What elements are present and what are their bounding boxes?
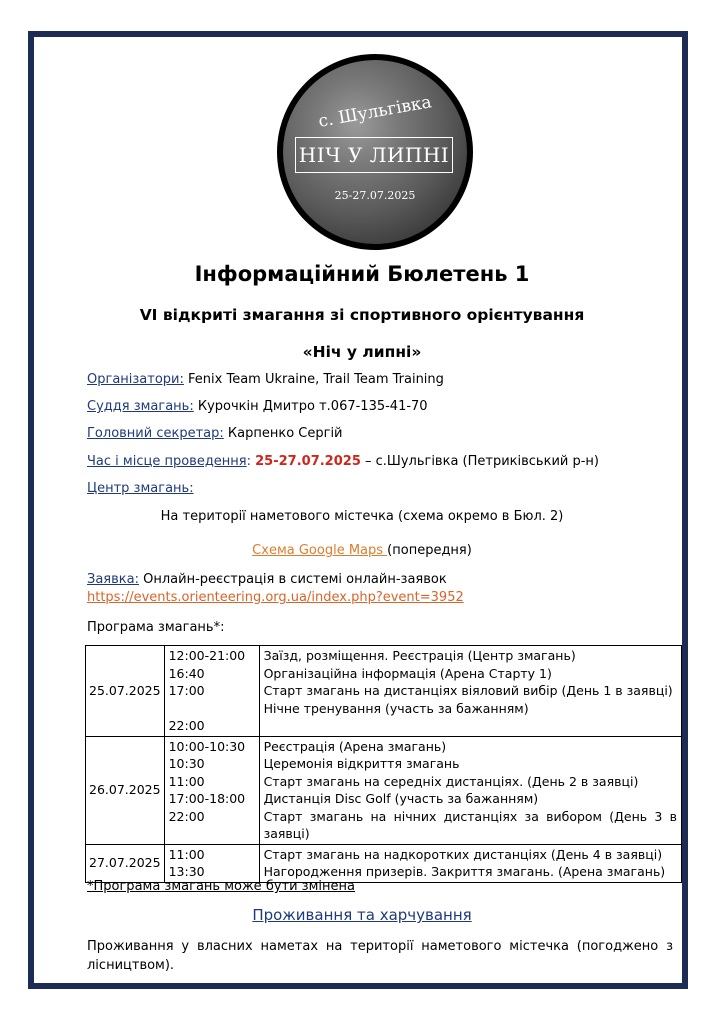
program-time: 17:00 xyxy=(168,683,205,698)
program-time: 10:30 xyxy=(168,756,205,771)
accommodation-text: Проживання у власних наметах на території наметового містечка (погоджено з лісництвом). xyxy=(87,939,673,973)
program-time xyxy=(169,700,255,718)
program-item: Дистанція Disc Golf (участь за бажанням) xyxy=(263,791,539,806)
secretary-label: Головний секретар: xyxy=(87,426,224,441)
event-dates: 25-27.07.2025 xyxy=(255,454,361,469)
program-times xyxy=(164,844,259,882)
judge-label: Суддя змагань: xyxy=(87,399,194,414)
program-item: Організаційна інформація (Арена Старту 1) xyxy=(263,665,552,681)
program-date: 27.07.2025 xyxy=(86,844,165,882)
program-item: Старт змагань на надкоротких дистанціях (День 4 в заявці) xyxy=(263,846,663,862)
google-maps-link[interactable]: Схема Google Maps xyxy=(252,543,388,558)
program-item: Старт змагань на нічних дистанціях за вибором (День 3 в заявці) xyxy=(263,808,677,841)
program-date: 25.07.2025 xyxy=(86,646,165,737)
program-time: 13:30 xyxy=(168,864,205,879)
table-row xyxy=(86,646,682,737)
program-note: *Програма змагань може бути змінена xyxy=(87,879,355,894)
judge-line xyxy=(87,399,428,414)
organizers-line xyxy=(87,372,444,387)
judge-value: Курочкін Дмитро т.067-135-41-70 xyxy=(193,399,428,414)
program-time: 10:00-10:30 xyxy=(168,738,246,754)
application-line xyxy=(87,572,447,587)
time-place-value: – с.Шульгівка (Петриківський р-н) xyxy=(360,454,599,469)
registration-link[interactable]: https://events.orienteering.org.ua/index.php?event=3952 xyxy=(87,590,464,605)
application-url-line xyxy=(87,590,464,605)
logo-village: с. Шульгівка xyxy=(316,92,434,132)
program-item: Нагородження призерів. Закриття змагань. (Арена змагань) xyxy=(263,864,666,879)
program-date: 26.07.2025 xyxy=(86,736,165,844)
logo-dates: 25-27.07.2025 xyxy=(334,189,416,202)
program-item: Нічне тренування (участь за бажанням) xyxy=(263,700,529,716)
program-table xyxy=(85,645,682,883)
application-label: Заявка: xyxy=(87,572,139,587)
subtitle: VI відкриті змагання зі спортивного орієнтування xyxy=(139,306,585,324)
table-row xyxy=(86,736,682,844)
program-items xyxy=(259,844,681,882)
program-item: Церемонія відкриття змагань xyxy=(263,756,460,771)
organizers-value: Fenix Team Ukraine, Trail Team Training xyxy=(183,372,444,387)
program-time: 16:40 xyxy=(168,665,205,681)
program-time: 22:00 xyxy=(168,718,205,733)
program-times xyxy=(164,736,259,844)
program-item: Заїзд, розміщення. Реєстрація (Центр змагань) xyxy=(263,648,576,663)
time-place-label: Час і місце проведення xyxy=(87,454,247,469)
program-item: Старт змагань на середніх дистанціях. (День 2 в заявці) xyxy=(263,773,639,789)
program-times xyxy=(164,646,259,737)
accommodation-heading: Проживання та харчування xyxy=(252,906,472,924)
program-label: Програма змагань*: xyxy=(87,620,225,635)
time-place-line xyxy=(87,454,599,469)
program-items xyxy=(259,736,681,844)
program-time: 17:00-18:00 xyxy=(168,791,246,806)
maps-line xyxy=(0,543,724,558)
program-item: Старт змагань на дистанціях віяловий вибір (День 1 в заявці) xyxy=(263,683,673,698)
logo-name: НІЧ У ЛИПНІ xyxy=(295,137,453,173)
secretary-line xyxy=(87,426,343,441)
program-time: 11:00 xyxy=(168,773,205,789)
center-text: На території наметового містечка (схема окремо в Бюл. 2) xyxy=(160,509,564,524)
maps-note: (попередня) xyxy=(387,543,472,558)
center-line xyxy=(87,481,194,496)
center-label: Центр змагань: xyxy=(87,481,194,496)
organizers-label: Організатори: xyxy=(87,372,184,387)
secretary-value: Карпенко Сергій xyxy=(223,426,343,441)
program-time: 11:00 xyxy=(168,846,205,862)
event-logo xyxy=(277,54,473,250)
time-place-colon: : xyxy=(246,454,256,469)
program-items xyxy=(259,646,681,737)
table-row xyxy=(86,844,682,882)
document-title: Інформаційний Бюлетень 1 xyxy=(194,262,530,286)
program-time: 22:00 xyxy=(168,808,205,824)
program-item: Реєстрація (Арена змагань) xyxy=(263,738,447,754)
application-value: Онлайн-реєстрація в системі онлайн-заявок xyxy=(138,572,447,587)
program-time: 12:00-21:00 xyxy=(168,648,246,663)
event-name: «Ніч у липні» xyxy=(302,343,422,361)
